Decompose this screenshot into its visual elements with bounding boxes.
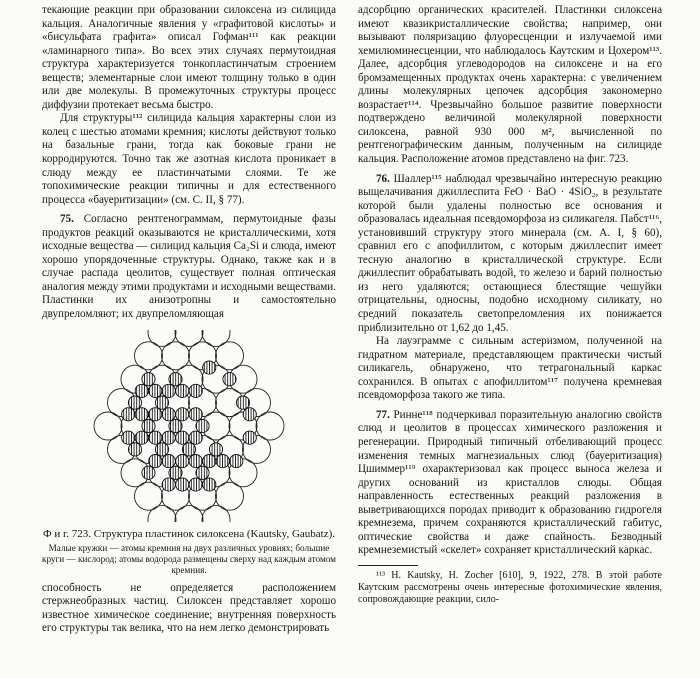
silicon-atom-circle <box>142 372 155 385</box>
silicon-atom-circle <box>189 477 202 490</box>
silicon-atom-circle <box>176 384 189 397</box>
paragraph-lauegram: На лауэграмме с сильным астеризмом, полученной на гидратном материале, представляющем практически чистый силикагель, обнаружено, что тетрагональный каркас сохранился. В опытах с апофиллитом¹¹⁷ получена кремневая псевдоморфоза такого же типа. <box>358 335 662 402</box>
silicon-atom-circle <box>223 372 236 385</box>
figure-723 <box>42 330 336 576</box>
oxygen-atom-circle <box>202 505 230 521</box>
silicon-atom-circle <box>162 384 175 397</box>
silicon-atom-circle <box>189 407 202 420</box>
section-number: 77. <box>376 408 390 421</box>
silicon-atom-circle <box>203 454 216 467</box>
oxygen-atom-circle <box>148 505 176 521</box>
silicon-atom-circle <box>209 442 222 455</box>
silicon-atom-circle <box>135 407 148 420</box>
section-76 <box>358 173 662 336</box>
silicon-atom-circle <box>236 396 249 409</box>
silicon-atom-circle <box>162 454 175 467</box>
siloxene-structure-diagram <box>73 330 305 522</box>
silicon-atom-circle <box>169 372 182 385</box>
silicon-atom-circle <box>169 466 182 479</box>
footnote-113: ¹¹³ H. Kautsky, H. Zocher [610], 9, 1922, 278. В этой работе Каутским рассмотрены очень интересные фотохимические явления, сопровождающие реакции, сило- <box>358 569 662 606</box>
silicon-atom-circle <box>196 466 209 479</box>
silicon-atom-circle <box>149 431 162 444</box>
paragraph-adsorption: адсорбцию органических красителей. Пластинки силоксена имеют квазикристаллические свойства; например, они вызывают поляризацию флуоресценции и излучаемой ими хемилюминесценции, что наблюдалось Каутским и Цохером¹¹³. Далее, адсорбция углеводородов на силоксене и на его бромзамещенных продуктах очень характерна: с увеличением длины молекулярных цепочек адсорбция закономерно возрастает¹¹⁴. Чрезвычайно большое развитие поверхности подтверждено величиной молекулярной поверхности силоксена, равной 930 000 м², вычисленной по рентгенографическим данным, полученным на силициде кальция. Расположение атомов представлено на фиг. 723. <box>358 4 662 166</box>
silicon-atom-circle <box>135 431 148 444</box>
silicon-atom-circle <box>189 454 202 467</box>
silicon-atom-circle <box>135 384 148 397</box>
silicon-atom-circle <box>176 477 189 490</box>
paragraph-structure: Для структуры¹¹² силицида кальция характерны слои из колец с шестью атомами кремния; кислоты действуют только на базальные грани, тогда как боковые грани не корродируются. Точно так же азотная кислота проникает в слюду между ее пластинчатыми слоями. Те же топохимические реакции типичны и для естественного процесса «бауеритизации» (см. С. II, § 77). <box>42 112 336 206</box>
silicon-atom-circle <box>203 477 216 490</box>
paragraph-silicide-reactions: текающие реакции при образовании силоксена из силицида кальция. Аналогичные явления у «графитовой кислоты» и «бисульфата графита» описал Гофман¹¹¹ как реакции «ламинарного типа». Во всех этих случаях пермутоидная структура характеризуется тонкопластинчатым строением веществ; элементарные слои имеют толщину только в один или две молекулы. В промежуточных структуры процесс диффузии протекает весьма быстро. <box>42 4 336 111</box>
silicon-atom-circle <box>216 454 229 467</box>
silicon-atom-circle <box>162 431 175 444</box>
footnote-divider <box>358 565 418 566</box>
oxygen-atom-circle <box>175 330 203 346</box>
oxygen-atom-circle <box>202 330 230 346</box>
silicon-atom-circle <box>149 384 162 397</box>
left-column <box>42 4 336 636</box>
section-77 <box>358 409 662 558</box>
right-column <box>358 4 662 606</box>
silicon-atom-circle <box>162 407 175 420</box>
silicon-atom-circle <box>149 454 162 467</box>
silicon-atom-circle <box>176 407 189 420</box>
silicon-atom-circle <box>176 431 189 444</box>
section-number: 76. <box>376 172 390 185</box>
figure-legend: Малые кружки — атомы кремния на двух различных уровнях; большие круги — кислород; атомы водорода размещены сверху над каждым атомом кремния. <box>42 542 337 575</box>
silicon-atom-circle <box>142 419 155 432</box>
silicon-atom-circle <box>243 431 256 444</box>
section-text: Согласно рентгенограммам, пермутоидные фазы продуктов реакций оказываются не кристаллическими, хотя исходные вещества — силицид кальция Ca₂Si и слюда, имеют хорошо упорядоченные структуры. Однако, также как и в случае распада цеолитов, существует полная оптическая аналогия между этими продуктами и исходными веществами. Пластинки их анизотропны и самостоятельно двупреломляют; их двупреломляющая <box>42 213 336 321</box>
silicon-atom-circle <box>230 454 243 467</box>
silicon-atom-circle <box>162 477 175 490</box>
silicon-atom-circle <box>169 419 182 432</box>
silicon-atom-circle <box>189 431 202 444</box>
paragraph-siloxene-compound: способность не определяется расположением стержнеобразных частиц. Силоксен представляет хорошо известное химическое соединение; внутренняя поверхность его структуры так велика, что на нем легко демонстрировать <box>42 581 336 635</box>
silicon-atom-circle <box>196 419 209 432</box>
silicon-atom-circle <box>155 442 168 455</box>
silicon-atom-circle <box>155 396 168 409</box>
silicon-atom-circle <box>243 407 256 420</box>
silicon-atom-circle <box>128 442 141 455</box>
silicon-atom-circle <box>149 407 162 420</box>
silicon-atom-circle <box>128 396 141 409</box>
silicon-atom-circle <box>122 407 135 420</box>
section-75 <box>42 213 336 321</box>
silicon-atom-circle <box>122 431 135 444</box>
silicon-atom-circle <box>142 466 155 479</box>
section-number: 75. <box>60 213 74 226</box>
oxygen-atom-circle <box>175 505 203 521</box>
figure-caption: Ф и г. 723. Структура пластинок силоксена (Kautsky, Gaubatz). <box>42 527 336 540</box>
silicon-atom-circle <box>203 360 216 373</box>
silicon-atom-circle <box>189 384 202 397</box>
oxygen-atom-circle <box>148 330 176 346</box>
silicon-atom-circle <box>182 442 195 455</box>
section-text: Шаллер¹¹⁵ наблюдал чрезвычайно интересную реакцию выщелачивания джиллеспита FeO · BaO · 4SiO₂, в результате которой были удалены полностью все основания и образовалась идеальная псевдоморфоза из силикагеля. Пабст¹¹⁶, установивший структуру этого минерала (см. А. I, § 60), сравнил его с апофиллитом, с которым джиллеспит имеет тесную аналогию в кристаллической структуре. Если джиллеспит обрабатывать водой, то железо и барий полностью из него удаляются; остающиеся блестящие чешуйки отрицательны, односны, подобно исходному силикату, но средний показатель светопреломления их понижается приблизительно от 1,62 до 1,45. <box>358 172 662 334</box>
section-text: Ринне¹¹⁸ подчеркивал поразительную аналогию свойств слюд и цеолитов в процессах химического разложения и регенерации. Природный типичный отбеливающий процесс изменения темных магнезиальных слюд (бауеритизация) Цшиммер¹¹⁹ охарактеризовал как процесс выноса железа и других оснований из кристаллов слюды. Общая направленность естественных реакций разложения в выветривающихся породах приводит к образованию гидрогеля кремнезема, причем сохраняются кристаллический габитус, оптические свойства и даже спайность. Безводный кремнеземистый «скелет» сохраняет кристаллический каркас. <box>358 408 662 557</box>
silicon-atom-circle <box>176 454 189 467</box>
